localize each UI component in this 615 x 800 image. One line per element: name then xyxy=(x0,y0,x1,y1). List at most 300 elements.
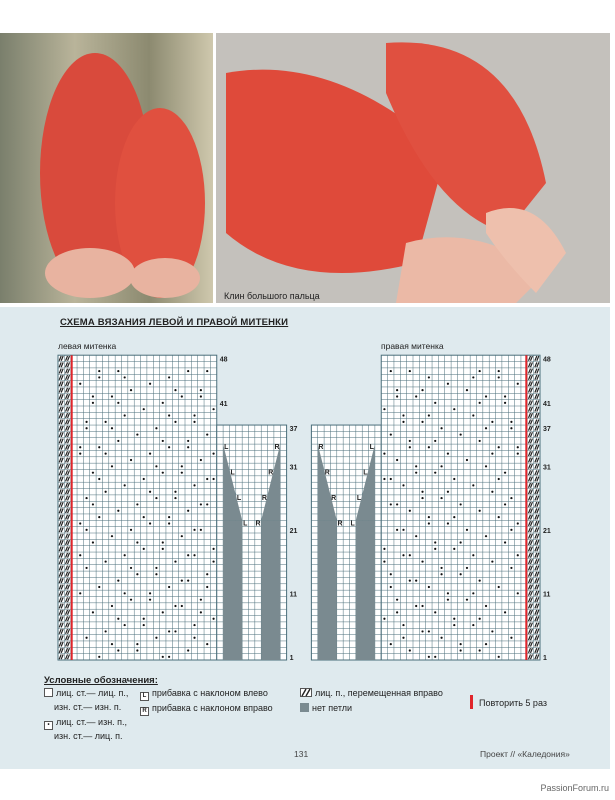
right-pattern-dot xyxy=(440,497,442,499)
right-pattern-dot xyxy=(428,516,430,518)
left-pattern-dot xyxy=(143,618,145,620)
right-pattern-dot xyxy=(396,395,398,397)
right-thumb-increase-left: L xyxy=(350,520,355,528)
left-pattern-dot xyxy=(111,643,113,645)
left-pattern-dot xyxy=(85,567,87,569)
left-pattern-dot xyxy=(136,649,138,651)
left-pattern-dot xyxy=(162,611,164,613)
left-pattern-dot xyxy=(187,510,189,512)
right-pattern-dot xyxy=(415,472,417,474)
right-pattern-dot xyxy=(383,453,385,455)
left-pattern-dot xyxy=(181,580,183,582)
hatched-square-icon xyxy=(300,688,312,697)
right-pattern-dot xyxy=(447,491,449,493)
right-pattern-dot xyxy=(460,573,462,575)
left-pattern-dot xyxy=(155,567,157,569)
left-pattern-dot xyxy=(111,427,113,429)
right-pattern-dot xyxy=(415,535,417,537)
left-pattern-dot xyxy=(174,389,176,391)
left-thumb-increase-left: L xyxy=(230,469,235,477)
footer-section: Проект // «Каледония» xyxy=(480,749,570,759)
right-pattern-dot xyxy=(440,573,442,575)
right-pattern-dot xyxy=(415,580,417,582)
left-pattern-dot xyxy=(193,529,195,531)
right-pattern-dot xyxy=(390,643,392,645)
right-row-number: 21 xyxy=(543,527,551,535)
left-pattern-dot xyxy=(136,503,138,505)
right-pattern-dot xyxy=(415,605,417,607)
right-pattern-dot xyxy=(517,453,519,455)
right-pattern-dot xyxy=(504,503,506,505)
left-pattern-dot xyxy=(79,554,81,556)
left-thumb-increase-right: R xyxy=(255,520,261,528)
right-pattern-dot xyxy=(440,465,442,467)
right-pattern-dot xyxy=(409,446,411,448)
right-pattern-dot xyxy=(510,421,512,423)
left-pattern-dot xyxy=(117,370,119,372)
right-pattern-dot xyxy=(498,446,500,448)
right-pattern-dot xyxy=(402,624,404,626)
left-pattern-dot xyxy=(206,643,208,645)
right-pattern-dot xyxy=(396,389,398,391)
left-pattern-dot xyxy=(124,624,126,626)
left-pattern-dot xyxy=(92,503,94,505)
legend-item-purl: • лиц. ст.— изн. п., xyxy=(44,717,127,730)
right-pattern-dot xyxy=(460,541,462,543)
left-pattern-dot xyxy=(193,624,195,626)
right-pattern-dot xyxy=(440,427,442,429)
right-pattern-dot xyxy=(415,465,417,467)
watermark: PassionForum.ru xyxy=(540,783,609,793)
right-pattern-dot xyxy=(460,649,462,651)
left-pattern-dot xyxy=(98,656,100,658)
left-pattern-dot xyxy=(98,370,100,372)
left-pattern-dot xyxy=(168,376,170,378)
left-pattern-dot xyxy=(130,459,132,461)
left-pattern-dot xyxy=(149,383,151,385)
left-pattern-dot xyxy=(206,370,208,372)
left-thumb-no-stitch-right xyxy=(261,520,280,660)
right-pattern-dot xyxy=(402,484,404,486)
left-pattern-dot xyxy=(200,395,202,397)
left-pattern-dot xyxy=(117,440,119,442)
right-pattern-dot xyxy=(434,611,436,613)
legend-item-knit-2: изн. ст.— изн. п. xyxy=(54,702,122,712)
right-pattern-dot xyxy=(498,478,500,480)
chart-title: СХЕМА ВЯЗАНИЯ ЛЕВОЙ И ПРАВОЙ МИТЕНКИ xyxy=(60,317,289,328)
left-pattern-dot xyxy=(124,376,126,378)
left-pattern-dot xyxy=(212,618,214,620)
right-pattern-dot xyxy=(472,592,474,594)
right-pattern-dot xyxy=(409,580,411,582)
right-pattern-dot xyxy=(498,376,500,378)
left-pattern-dot xyxy=(85,497,87,499)
left-pattern-dot xyxy=(193,637,195,639)
right-pattern-dot xyxy=(421,605,423,607)
right-pattern-dot xyxy=(498,370,500,372)
left-row-number: 1 xyxy=(289,654,294,662)
left-pattern-dot xyxy=(162,472,164,474)
left-pattern-dot xyxy=(212,548,214,550)
left-pattern-dot xyxy=(92,402,94,404)
right-thumb-no-stitch-right xyxy=(356,520,375,660)
left-pattern-dot xyxy=(181,535,183,537)
increase-right-icon: R xyxy=(140,707,149,716)
right-pattern-dot xyxy=(428,376,430,378)
left-pattern-dot xyxy=(181,605,183,607)
photo-caption: Клин большого пальца xyxy=(224,291,320,301)
right-pattern-dot xyxy=(504,541,506,543)
right-pattern-dot xyxy=(504,611,506,613)
right-pattern-dot xyxy=(466,459,468,461)
legend-repeat: Повторить 5 раз xyxy=(470,695,547,709)
left-pattern-dot xyxy=(117,402,119,404)
left-pattern-dot xyxy=(174,421,176,423)
right-pattern-dot xyxy=(390,433,392,435)
left-pattern-dot xyxy=(168,414,170,416)
left-pattern-dot xyxy=(149,491,151,493)
right-pattern-dot xyxy=(485,643,487,645)
right-pattern-dot xyxy=(504,402,506,404)
left-pattern-dot xyxy=(105,560,107,562)
left-pattern-dot xyxy=(136,643,138,645)
left-pattern-dot xyxy=(124,592,126,594)
right-pattern-dot xyxy=(504,472,506,474)
left-pattern-dot xyxy=(168,656,170,658)
right-pattern-dot xyxy=(421,389,423,391)
left-pattern-dot xyxy=(98,376,100,378)
right-pattern-dot xyxy=(428,630,430,632)
right-pattern-dot xyxy=(517,554,519,556)
right-pattern-dot xyxy=(510,567,512,569)
right-pattern-dot xyxy=(485,395,487,397)
left-pattern-dot xyxy=(162,402,164,404)
right-pattern-dot xyxy=(421,560,423,562)
left-pattern-dot xyxy=(92,541,94,543)
right-pattern-dot xyxy=(498,586,500,588)
left-pattern-dot xyxy=(200,611,202,613)
right-pattern-dot xyxy=(510,637,512,639)
left-pattern-dot xyxy=(206,573,208,575)
right-pattern-dot xyxy=(421,421,423,423)
right-pattern-dot xyxy=(415,395,417,397)
left-pattern-dot xyxy=(105,491,107,493)
left-pattern-dot xyxy=(187,446,189,448)
right-pattern-dot xyxy=(517,446,519,448)
right-pattern-dot xyxy=(472,376,474,378)
left-pattern-dot xyxy=(162,548,164,550)
right-pattern-dot xyxy=(485,535,487,537)
right-pattern-dot xyxy=(383,618,385,620)
left-pattern-dot xyxy=(193,414,195,416)
left-pattern-dot xyxy=(79,383,81,385)
left-pattern-dot xyxy=(92,472,94,474)
right-pattern-dot xyxy=(491,491,493,493)
left-pattern-dot xyxy=(162,440,164,442)
left-pattern-dot xyxy=(143,548,145,550)
left-thumb-increase-left: L xyxy=(224,444,229,452)
left-pattern-dot xyxy=(212,478,214,480)
right-thumb-increase-right: R xyxy=(331,494,337,502)
right-pattern-dot xyxy=(396,611,398,613)
left-thumb-increase-left: L xyxy=(236,494,242,502)
left-pattern-dot xyxy=(85,421,87,423)
right-thumb-increase-left: L xyxy=(363,469,368,477)
left-row-number: 21 xyxy=(289,527,298,535)
left-thumb-increase-right: R xyxy=(261,494,267,502)
left-pattern-dot xyxy=(206,433,208,435)
left-pattern-dot xyxy=(92,611,94,613)
right-pattern-dot xyxy=(491,453,493,455)
left-pattern-dot xyxy=(149,453,151,455)
left-pattern-dot xyxy=(105,421,107,423)
left-pattern-dot xyxy=(193,484,195,486)
right-pattern-dot xyxy=(390,503,392,505)
left-pattern-dot xyxy=(79,592,81,594)
right-pattern-dot xyxy=(421,497,423,499)
left-pattern-dot xyxy=(162,656,164,658)
right-pattern-dot xyxy=(402,554,404,556)
left-pattern-dot xyxy=(181,465,183,467)
left-thumb-increase-right: R xyxy=(274,444,280,452)
right-pattern-dot xyxy=(472,414,474,416)
legend-item-no-stitch: нет петли xyxy=(300,703,352,713)
right-pattern-dot xyxy=(453,478,455,480)
right-pattern-dot xyxy=(485,427,487,429)
right-mitten-label: правая митенка xyxy=(381,341,444,351)
left-mitten-label: левая митенка xyxy=(58,341,117,351)
left-pattern-dot xyxy=(130,599,132,601)
right-thumb-increase-left: L xyxy=(369,444,374,452)
right-row-number: 1 xyxy=(543,654,547,662)
left-row-number: 37 xyxy=(289,426,298,434)
left-pattern-dot xyxy=(136,541,138,543)
left-pattern-dot xyxy=(143,516,145,518)
right-pattern-dot xyxy=(466,529,468,531)
right-pattern-dot xyxy=(479,402,481,404)
right-row-number: 48 xyxy=(543,356,551,364)
right-pattern-dot xyxy=(383,478,385,480)
right-pattern-dot xyxy=(428,446,430,448)
right-pattern-dot xyxy=(510,497,512,499)
left-pattern-dot xyxy=(187,649,189,651)
left-pattern-dot xyxy=(181,472,183,474)
left-pattern-dot xyxy=(155,427,157,429)
right-pattern-dot xyxy=(383,560,385,562)
left-pattern-dot xyxy=(212,408,214,410)
right-pattern-dot xyxy=(453,408,455,410)
right-pattern-dot xyxy=(498,656,500,658)
right-pattern-dot xyxy=(390,586,392,588)
left-pattern-dot xyxy=(174,497,176,499)
empty-square-icon xyxy=(44,688,53,697)
right-pattern-dot xyxy=(447,383,449,385)
right-pattern-dot xyxy=(390,370,392,372)
left-thumb-increase-left: L xyxy=(243,520,248,528)
right-pattern-dot xyxy=(479,618,481,620)
right-pattern-dot xyxy=(472,554,474,556)
right-pattern-dot xyxy=(409,554,411,556)
right-pattern-dot xyxy=(460,643,462,645)
left-pattern-dot xyxy=(168,446,170,448)
left-pattern-dot xyxy=(143,624,145,626)
left-pattern-dot xyxy=(174,630,176,632)
right-pattern-dot xyxy=(447,599,449,601)
right-pattern-dot xyxy=(479,370,481,372)
left-pattern-dot xyxy=(105,453,107,455)
left-thumb-increase-right: R xyxy=(268,469,274,477)
left-pattern-dot xyxy=(206,586,208,588)
right-pattern-dot xyxy=(428,656,430,658)
right-pattern-dot xyxy=(409,649,411,651)
right-row-number: 41 xyxy=(543,400,551,408)
left-pattern-dot xyxy=(98,586,100,588)
right-pattern-dot xyxy=(460,433,462,435)
right-pattern-dot xyxy=(453,516,455,518)
right-pattern-dot xyxy=(447,592,449,594)
left-row-number: 48 xyxy=(219,356,228,364)
left-pattern-dot xyxy=(124,554,126,556)
left-pattern-dot xyxy=(105,630,107,632)
right-pattern-dot xyxy=(428,522,430,524)
left-row-number: 41 xyxy=(219,400,228,408)
left-pattern-dot xyxy=(193,421,195,423)
right-pattern-dot xyxy=(479,510,481,512)
left-pattern-dot xyxy=(111,535,113,537)
left-pattern-dot xyxy=(168,516,170,518)
right-pattern-dot xyxy=(485,465,487,467)
right-pattern-dot xyxy=(517,383,519,385)
legend-item-moved-stitch: лиц. п., перемещенная вправо xyxy=(300,688,443,698)
left-pattern-dot xyxy=(212,560,214,562)
right-pattern-dot xyxy=(460,503,462,505)
right-pattern-dot xyxy=(440,637,442,639)
left-pattern-dot xyxy=(79,453,81,455)
right-pattern-dot xyxy=(466,567,468,569)
right-thumb-increase-left: L xyxy=(356,494,362,502)
right-pattern-dot xyxy=(421,630,423,632)
red-line-icon xyxy=(470,695,473,709)
left-pattern-dot xyxy=(143,408,145,410)
left-pattern-dot xyxy=(149,592,151,594)
right-pattern-dot xyxy=(498,516,500,518)
right-pattern-dot xyxy=(396,529,398,531)
right-pattern-dot xyxy=(402,414,404,416)
left-pattern-dot xyxy=(117,510,119,512)
right-thumb-no-stitch-left xyxy=(318,520,337,660)
right-pattern-dot xyxy=(479,440,481,442)
right-pattern-dot xyxy=(396,503,398,505)
left-row-number: 11 xyxy=(289,591,298,599)
dot-square-icon: • xyxy=(44,721,53,730)
right-pattern-dot xyxy=(447,453,449,455)
right-pattern-dot xyxy=(383,408,385,410)
left-pattern-dot xyxy=(206,478,208,480)
right-pattern-dot xyxy=(434,548,436,550)
left-pattern-dot xyxy=(98,478,100,480)
right-row-number: 11 xyxy=(543,591,551,599)
right-pattern-dot xyxy=(517,522,519,524)
right-pattern-dot xyxy=(428,586,430,588)
left-pattern-dot xyxy=(79,522,81,524)
left-pattern-dot xyxy=(143,478,145,480)
left-pattern-dot xyxy=(117,618,119,620)
left-pattern-dot xyxy=(155,637,157,639)
right-pattern-dot xyxy=(402,637,404,639)
right-thumb-increase-right: R xyxy=(337,520,343,528)
left-pattern-dot xyxy=(117,649,119,651)
left-pattern-dot xyxy=(124,484,126,486)
left-pattern-dot xyxy=(200,503,202,505)
left-pattern-dot xyxy=(181,395,183,397)
left-pattern-dot xyxy=(136,433,138,435)
left-pattern-dot xyxy=(168,630,170,632)
page-number: 131 xyxy=(294,749,309,759)
left-pattern-dot xyxy=(79,446,81,448)
right-row-number: 31 xyxy=(543,464,551,472)
left-pattern-dot xyxy=(200,529,202,531)
right-pattern-dot xyxy=(504,395,506,397)
left-pattern-dot xyxy=(187,370,189,372)
right-pattern-dot xyxy=(453,548,455,550)
legend-item-knit: лиц. ст.— лиц. п., xyxy=(44,688,128,698)
right-pattern-dot xyxy=(409,440,411,442)
right-pattern-dot xyxy=(383,548,385,550)
left-pattern-dot xyxy=(168,522,170,524)
right-pattern-dot xyxy=(434,440,436,442)
left-pattern-dot xyxy=(130,567,132,569)
left-pattern-dot xyxy=(187,580,189,582)
left-pattern-dot xyxy=(111,395,113,397)
right-pattern-dot xyxy=(453,618,455,620)
increase-left-icon: L xyxy=(140,692,149,701)
right-thumb-increase-right: R xyxy=(324,469,330,477)
left-pattern-dot xyxy=(85,637,87,639)
right-pattern-dot xyxy=(479,649,481,651)
left-pattern-dot xyxy=(98,446,100,448)
left-pattern-dot xyxy=(174,491,176,493)
left-thumb-no-stitch-left xyxy=(223,520,242,660)
right-pattern-dot xyxy=(447,522,449,524)
left-pattern-dot xyxy=(193,554,195,556)
right-pattern-dot xyxy=(434,472,436,474)
right-pattern-dot xyxy=(491,560,493,562)
left-row-number: 31 xyxy=(289,464,298,472)
right-pattern-dot xyxy=(402,421,404,423)
right-pattern-dot xyxy=(402,529,404,531)
right-pattern-dot xyxy=(510,529,512,531)
right-pattern-dot xyxy=(440,567,442,569)
gray-square-icon xyxy=(300,703,309,712)
left-pattern-dot xyxy=(85,529,87,531)
right-pattern-dot xyxy=(390,478,392,480)
legend-item-right-increase: R прибавка с наклоном вправо xyxy=(140,703,273,716)
left-pattern-dot xyxy=(212,453,214,455)
left-pattern-dot xyxy=(168,586,170,588)
right-pattern-dot xyxy=(510,427,512,429)
right-pattern-dot xyxy=(479,580,481,582)
left-pattern-dot xyxy=(200,599,202,601)
right-pattern-dot xyxy=(396,459,398,461)
legend-item-purl-2: изн. ст.— лиц. п. xyxy=(54,731,123,741)
left-pattern-dot xyxy=(111,605,113,607)
right-pattern-dot xyxy=(472,484,474,486)
left-pattern-dot xyxy=(149,599,151,601)
right-pattern-dot xyxy=(428,414,430,416)
right-pattern-dot xyxy=(466,599,468,601)
left-pattern-dot xyxy=(200,459,202,461)
right-pattern-dot xyxy=(396,599,398,601)
